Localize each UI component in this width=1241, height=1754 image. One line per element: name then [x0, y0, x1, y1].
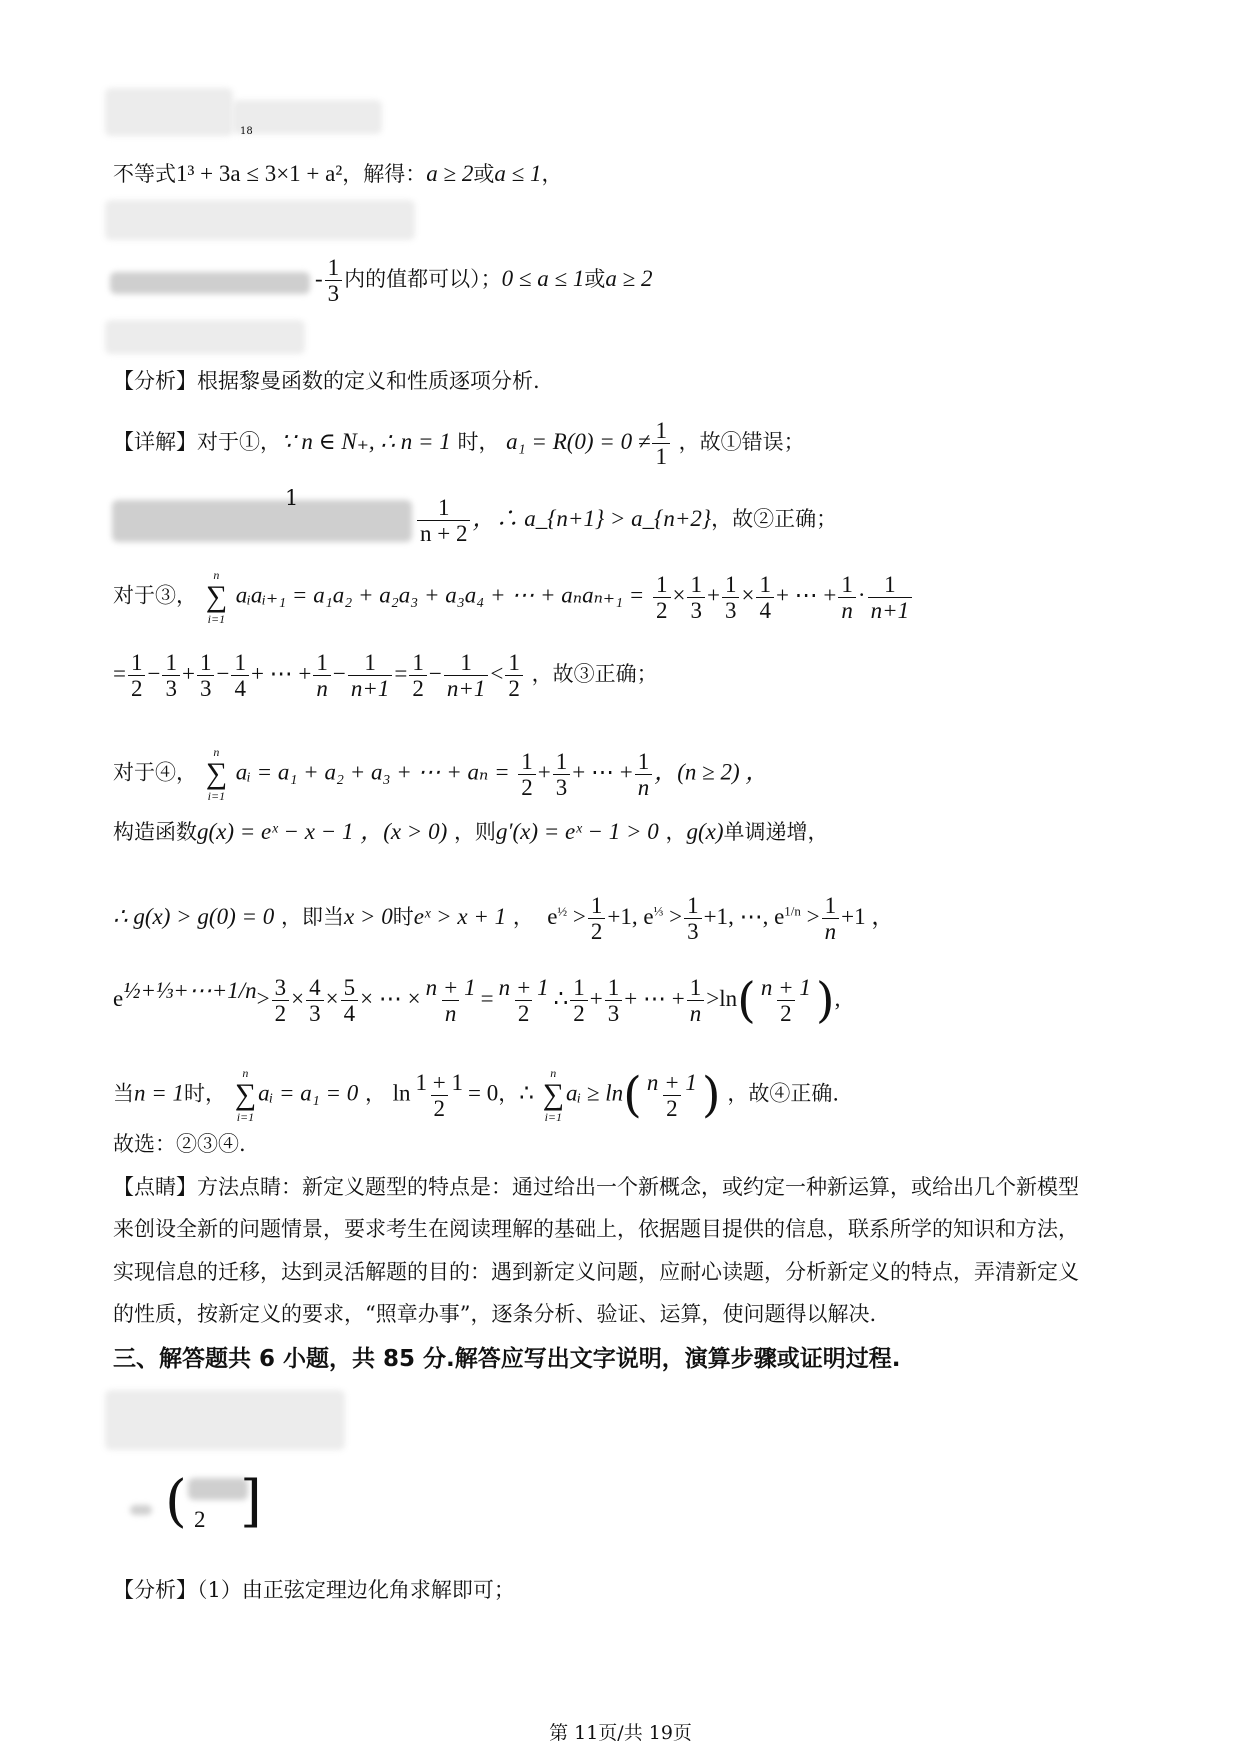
detail-item-4: 对于④， n ∑ i=1 aᵢ = a₁ + a₂ + a₃ + ⋯ + aₙ = $\frac{1}{2}$ + $\frac{1}{3}$ + ⋯ + $\frac{1}{n}$ ，(n ≥ 2) ，: [113, 745, 769, 803]
blurred-fragment: [105, 1390, 345, 1450]
interval-left-paren: (: [165, 1469, 187, 1534]
remark-line-2: 来创设全新的问题情景，要求考生在阅读理解的基础上，依据题目提供的信息，联系所学的知识和方法，: [113, 1217, 1079, 1241]
blurred-fragment: [105, 200, 415, 240]
analysis-part-1: 【分析】（1）由正弦定理边化角求解即可；: [113, 1578, 515, 1602]
detail-item-2: $\frac{1}{n + 2}$ ，∴ a_{n+1} > a_{n+2}，故②正确；: [415, 495, 837, 546]
section-heading: 三、解答题共 6 小题，共 85 分.解答应写出文字说明，演算步骤或证明过程.: [113, 1346, 901, 1372]
detail-item-3-cont: = $\frac{1}{2}$ − $\frac{1}{3}$ + $\frac{1}{3}$ − $\frac{1}{4}$ + ⋯ + $\frac{1}{n}$ − $\frac{1}{n+1}$ = $\frac{1}{2}$ − $\frac{1}{n+1}$ < $\frac{1}{2}$ ，故③正确；: [113, 650, 658, 701]
interval-right-bracket: ]: [240, 1469, 262, 1534]
blurred-fragment: [112, 500, 412, 542]
blurred-fragment: [130, 1505, 152, 1515]
interval-denominator: 2: [194, 1507, 206, 1532]
exp-inequality: ∴ g(x) > g(0) = 0 ，即当x > 0时eˣ > x + 1 ， $e^{\frac{1}{2}}$ > $\frac{1}{2}$ +1, $e^{\frac{1}{3}}$ > $\frac{1}{3}$ +1, ⋯, $e^{1/n}$ > $\frac{1}{n}$ +1 ，: [113, 893, 895, 944]
inequality-line: 不等式1³ + 3a ≤ 3×1 + a²，解得：a ≥ 2或a ≤ 1，: [113, 161, 563, 186]
blurred-frac-num: 1: [285, 486, 299, 510]
n-equals-1-case: 当n = 1时， n ∑ i=1 aᵢ = a₁ = 0 ， ln $\frac{1 + 1}{2}$ = 0，∴ n ∑ i=1 aᵢ ≥ ln( $\frac{n + 1}{2}$ ) ，故④正确.: [113, 1066, 840, 1124]
blurred-fragment: [105, 88, 233, 136]
range-line: - $\frac{1}{3}$ 内的值都可以）；0 ≤ a ≤ 1或a ≥ 2: [315, 255, 653, 306]
detail-item-1: 【详解】对于①，∵ n ∈ N₊, ∴ n = 1 时， a₁ = R(0) = 0 ≠ $\frac{1}{1}$ ，故①错误；: [113, 418, 805, 469]
small-fragment: 18: [240, 126, 253, 137]
construct-function: 构造函数g(x) = eˣ − x − 1 ，(x > 0) ，则g′(x) = eˣ − 1 > 0 ，g(x)单调递增，: [113, 819, 829, 844]
analysis-paragraph: 【分析】根据黎曼函数的定义和性质逐项分析.: [113, 369, 540, 393]
answer-choice: 故选：②③④.: [113, 1132, 246, 1156]
remark-line-4: 的性质，按新定义的要求，“照章办事”，逐条分析、验证、运算，使问题得以解决.: [113, 1302, 877, 1326]
blurred-fragment: [110, 272, 310, 294]
blurred-fragment: [188, 1478, 248, 1500]
remark-line-3: 实现信息的迁移，达到灵活解题的目的：遇到新定义问题，应耐心读题，分析新定义的特点，弄清新定义: [113, 1260, 1079, 1284]
blurred-fragment: [232, 100, 382, 134]
product-inequality: $e^{\frac{1}{2}+\frac{1}{3}+\cdots+1/n}>$ $\frac{3}{2}$ × $\frac{4}{3}$ × $\frac{5}{4}$ × ⋯ × $\frac{n + 1}{n}$ = $\frac{n + 1}{2}$ ∴ $\frac{1}{2}$ + $\frac{1}{3}$ + ⋯ + $\frac{1}{n}$ >ln( $\frac{n + 1}{2}$ ),: [113, 972, 841, 1029]
blurred-fragment: [105, 320, 305, 354]
remark-line-1: 【点睛】方法点睛：新定义题型的特点是：通过给出一个新概念，或约定一种新运算，或给出几个新模型: [113, 1175, 1079, 1199]
page-footer: 第 11页/共 19页: [549, 1722, 692, 1744]
detail-item-3: 对于③， n ∑ i=1 aᵢaᵢ₊₁ = a₁a₂ + a₂a₃ + a₃a₄ + ⋯ + aₙaₙ₊₁ = $\frac{1}{2}$ × $\frac{1}{3}$ + $\frac{1}{3}$ × $\frac{1}{4}$ + ⋯ + $\frac{1}{n}$ · $\frac{1}{n+1}$: [113, 568, 914, 626]
